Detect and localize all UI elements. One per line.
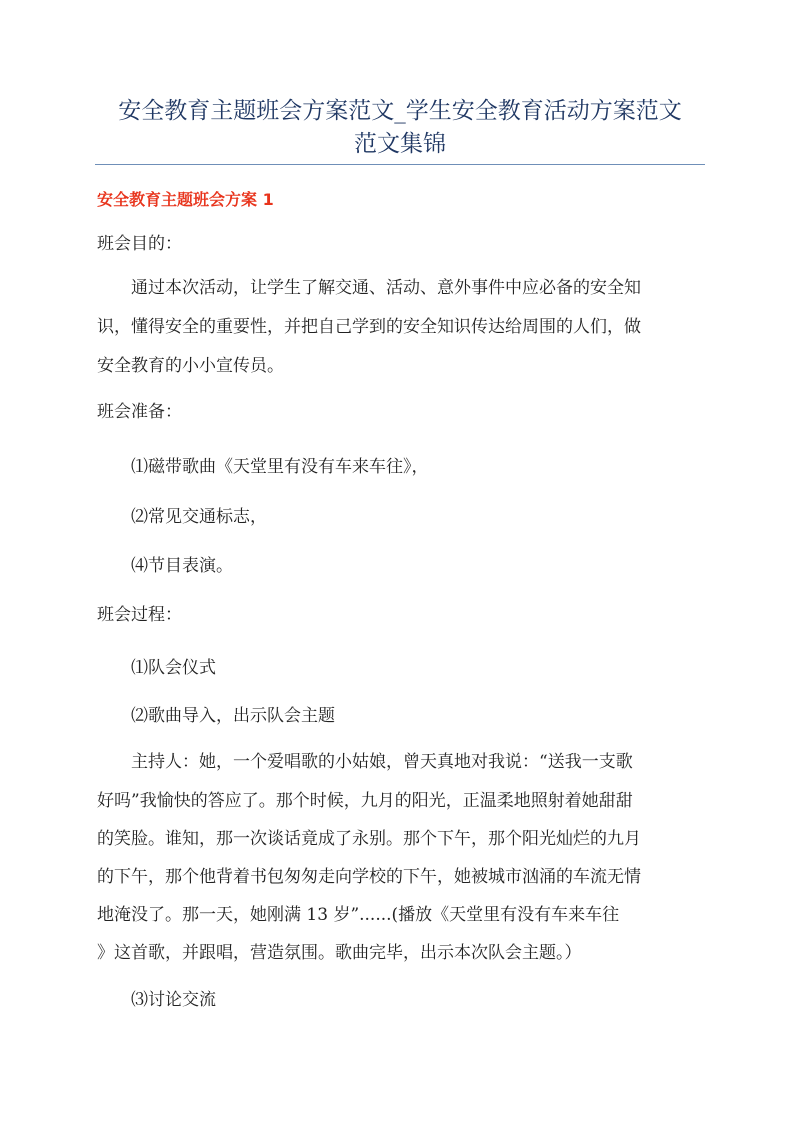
host-text-line1: 主持人：她，一个爱唱歌的小姑娘，曾天真地对我说：“送我一支歌 <box>131 752 633 772</box>
document-title <box>95 95 705 161</box>
prep-item-2: ⑵常见交通标志， <box>131 507 267 527</box>
document-title-line1: 安全教育主题班会方案范文_学生安全教育活动方案范文 <box>118 98 682 124</box>
prep-label: 班会准备： <box>97 402 182 422</box>
process-label: 班会过程： <box>97 605 182 625</box>
goal-text-line1: 通过本次活动，让学生了解交通、活动、意外事件中应必备的安全知 <box>131 278 641 298</box>
host-text-line6: 》这首歌，并跟唱，营造氛围。歌曲完毕，出示本次队会主题。） <box>97 943 582 963</box>
process-item-1: ⑴队会仪式 <box>131 658 216 678</box>
host-text-line5: 地淹没了。那一天，她刚满 13 岁”......(播放《天堂里有没有车来车往 <box>97 905 620 925</box>
host-text-line2: 好吗”我愉快的答应了。那个时候，九月的阳光，正温柔地照射着她甜甜 <box>97 791 633 811</box>
host-text-line4: 的下午，那个他背着书包匆匆走向学校的下午，她被城市汹涌的车流无情 <box>97 867 641 887</box>
goal-text-line2: 识，懂得安全的重要性，并把自己学到的安全知识传达给周围的人们，做 <box>97 317 641 337</box>
document-title-line2: 范文集锦 <box>354 131 446 157</box>
process-item-3: ⑶讨论交流 <box>131 990 216 1010</box>
prep-item-1: ⑴磁带歌曲《天堂里有没有车来车往》， <box>131 457 429 477</box>
section-heading: 安全教育主题班会方案 1 <box>97 190 274 209</box>
prep-item-3: ⑷节目表演。 <box>131 556 233 576</box>
process-item-2: ⑵歌曲导入，出示队会主题 <box>131 706 335 726</box>
goal-label: 班会目的： <box>97 234 182 254</box>
host-text-line3: 的笑脸。谁知，那一次谈话竟成了永别。那个下午，那个阳光灿烂的九月 <box>97 829 641 849</box>
goal-text-line3: 安全教育的小小宣传员。 <box>97 356 284 376</box>
title-divider <box>95 164 705 165</box>
